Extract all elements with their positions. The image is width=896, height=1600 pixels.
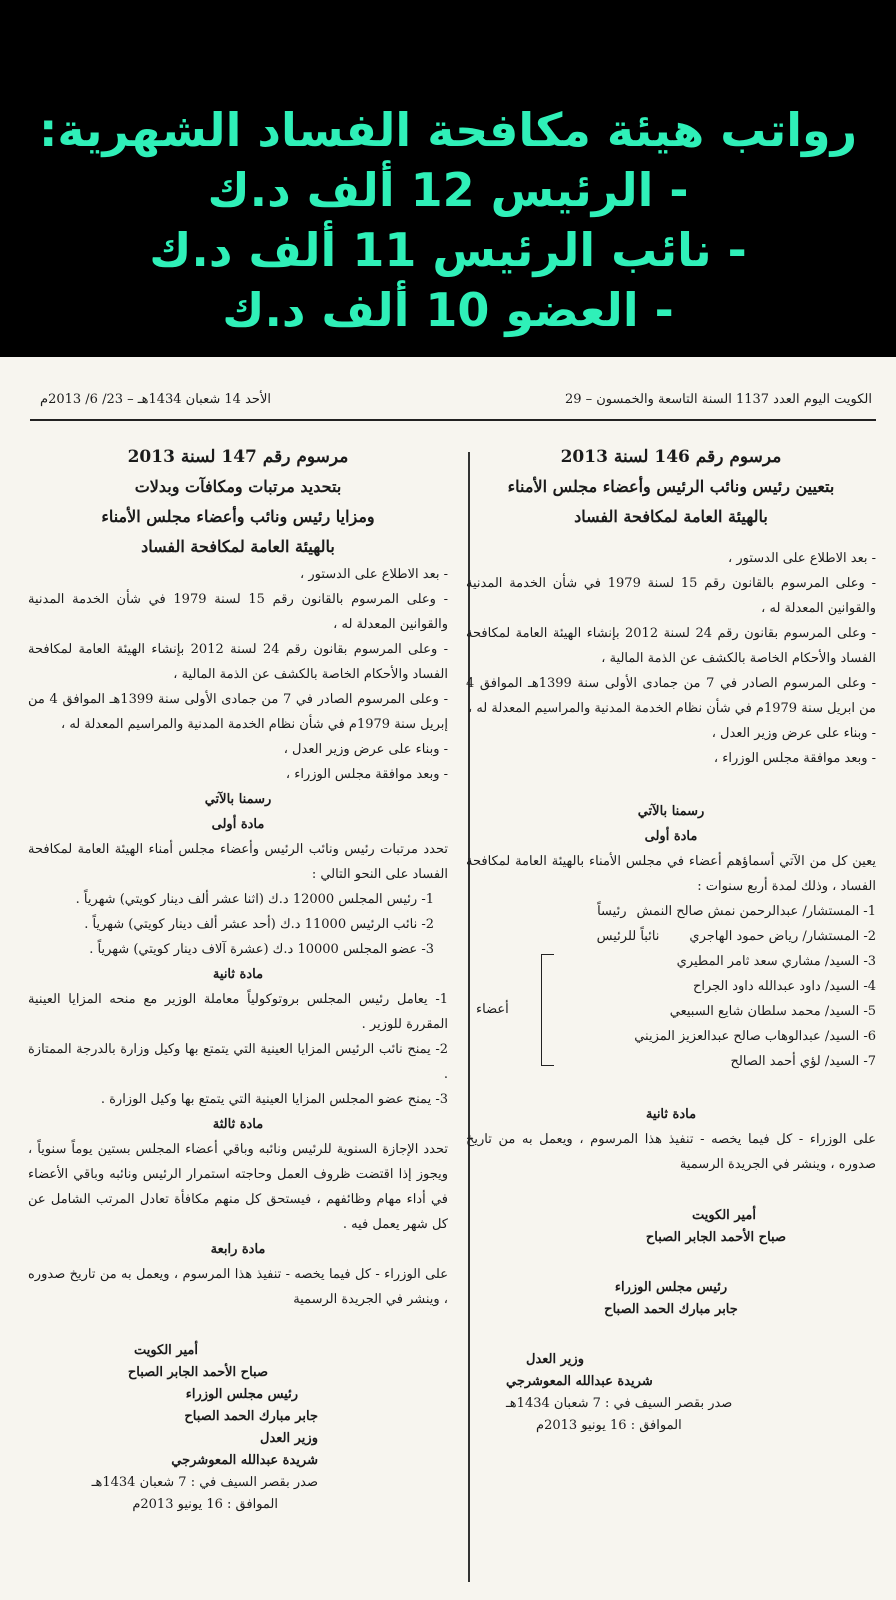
decree-146-subtitle: بتعيين رئيس ونائب الرئيس وأعضاء مجلس الأمناء [507, 477, 835, 496]
article-1-heading: مادة أولى [211, 817, 265, 832]
amir-name: صباح الأحمد الجابر الصباح [127, 1365, 268, 1380]
member-role: نائباً للرئيس [596, 929, 660, 944]
justice-minister-name: شريدة عبدالله المعوشرجي [171, 1453, 318, 1468]
preamble-line: - وعلى المرسوم بقانون رقم 24 لسنة 2012 بإنشاء الهيئة العامة لمكافحة الفساد والأحكام الخاصة بالكشف عن الذمة المالية ، [28, 642, 448, 682]
preamble-line: - بعد الاطلاع على الدستور ، [728, 551, 876, 566]
banner-title: رواتب هيئة مكافحة الفساد الشهرية: [38, 103, 858, 157]
pm-title: رئيس مجلس الوزراء [185, 1387, 298, 1402]
justice-minister-name: شريدة عبدالله المعوشرجي [506, 1374, 653, 1389]
decree-147-subtitle: بتحديد مرتبات ومكافآت وبدلات [134, 477, 342, 496]
article-4-heading: مادة رابعة [210, 1242, 266, 1257]
salary-vice-president: 2- نائب الرئيس 11000 د.ك (أحد عشر ألف دينار كويتي) شهرياً . [84, 917, 434, 932]
article-2-heading: مادة ثانية [212, 967, 264, 982]
members-label: أعضاء [476, 1002, 509, 1017]
salary-member: 3- عضو المجلس 10000 د.ك (عشرة آلاف دينار كويتي) شهرياً . [89, 942, 434, 957]
preamble-line: - بعد الاطلاع على الدستور ، [300, 567, 448, 582]
decree-147-rasamna: رسمنا بالآتي [204, 792, 272, 807]
article-4-text: على الوزراء - كل فيما يخصه - تنفيذ هذا المرسوم ، ويعمل به من تاريخ صدوره ، وينشر في الجريدة الرسمية [28, 1267, 448, 1307]
banner-member-salary: - العضو 10 ألف د.ك [222, 283, 674, 337]
justice-minister-title: وزير العدل [526, 1352, 584, 1367]
amir-name: صباح الأحمد الجابر الصباح [645, 1230, 786, 1245]
article-1-heading: مادة أولى [644, 829, 698, 844]
preamble-line: - وعلى المرسوم بالقانون رقم 15 لسنة 1979 في شأن الخدمة المدنية والقوانين المعدلة له ، [28, 592, 449, 632]
member-row [466, 899, 876, 924]
justice-minister-title: وزير العدل [260, 1431, 318, 1446]
decree-146-subtitle-2: بالهيئة العامة لمكافحة الفساد [574, 507, 768, 526]
article-3-heading: مادة ثالثة [212, 1117, 264, 1132]
article-2-text: على الوزراء - كل فيما يخصه - تنفيذ هذا المرسوم ، ويعمل به من تاريخ صدوره ، وينشر في الجريدة الرسمية [466, 1132, 876, 1172]
preamble-line: - وعلى المرسوم الصادر في 7 من جمادى الأولى سنة 1399هـ الموافق 4 من ابريل سنة 1979م في شأن نظام الخدمة المدنية والمراسيم المعدلة له ، [466, 676, 876, 716]
pm-name: جابر مبارك الحمد الصباح [604, 1302, 738, 1317]
member-name: 2- المستشار/ رياض حمود الهاجري [689, 929, 876, 944]
member-row [466, 924, 876, 949]
article-1-text: تحدد مرتبات رئيس ونائب الرئيس وأعضاء مجلس أمناء الهيئة العامة لمكافحة الفساد على النحو التالي : [28, 842, 448, 882]
issued-date: الموافق : 16 يونيو 2013م [536, 1418, 682, 1433]
issued-date: الموافق : 16 يونيو 2013م [132, 1497, 278, 1512]
preamble-line: - وعلى المرسوم بالقانون رقم 15 لسنة 1979 في شأن الخدمة المدنية والقوانين المعدلة له ، [466, 576, 877, 616]
banner-president-salary: - الرئيس 12 ألف د.ك [207, 163, 689, 217]
preamble-line: - وعلى المرسوم الصادر في 7 من جمادى الأولى سنة 1399هـ الموافق 4 من إبريل سنة 1979م في شأن نظام الخدمة المدنية والمراسيم المعدلة له ، [28, 692, 449, 732]
header-rule [30, 419, 876, 421]
decree-146 [466, 442, 876, 1437]
member-name: 1- المستشار/ عبدالرحمن نمش صالح النمش [636, 904, 876, 919]
banner-vice-president-salary: - نائب الرئيس 11 ألف د.ك [149, 223, 747, 277]
article-1-text: يعين كل من الآتي أسماؤهم أعضاء في مجلس الأمناء بالهيئة العامة لمكافحة الفساد ، وذلك لمدة أربع سنوات : [466, 854, 876, 894]
salary-president: 1- رئيس المجلس 12000 د.ك (اثنا عشر ألف دينار كويتي) شهرياً . [75, 892, 434, 907]
headline-banner [0, 0, 896, 357]
decree-146-title: مرسوم رقم 146 لسنة 2013 [560, 447, 782, 467]
member-row: 6- السيد/ عبدالوهاب صالح عبدالعزيز المزيني [634, 1029, 876, 1044]
preamble-line: - وبناء على عرض وزير العدل ، [711, 726, 876, 741]
amir-title: أمير الكويت [691, 1208, 756, 1223]
member-role: رئيساً [597, 904, 627, 919]
members-bracket [541, 954, 554, 1066]
article-2-item: 1- يعامل رئيس المجلس بروتوكولياً معاملة الوزير مع منحه المزايا العينية المقررة للوزير . [28, 992, 448, 1032]
article-2-item: 2- يمنح نائب الرئيس المزايا العينية التي يتمتع بها وكيل وزارة بالدرجة الممتازة . [28, 1042, 448, 1082]
amir-title: أمير الكويت [133, 1343, 198, 1358]
running-header-left: الأحد 14 شعبان 1434هـ – 23/ 6/ 2013م [40, 392, 271, 407]
preamble-line: - وبعد موافقة مجلس الوزراء ، [713, 751, 876, 766]
members-list [466, 899, 876, 1074]
decree-147-subtitle-3: بالهيئة العامة لمكافحة الفساد [141, 537, 335, 556]
running-header-right: الكويت اليوم العدد 1137 السنة التاسعة والخمسون – 29 [564, 392, 872, 407]
article-3-text: تحدد الإجازة السنوية للرئيس ونائبه وباقي أعضاء المجلس بستين يوماً سنوياً ، ويجوز إذا اقتضت ظروف العمل وحاجته استمرار الرئيس ونائبه وباقي الأعضاء في أداء مهام وظائفهم ، فيستحق كل منهم مكافأة تعادل المرتب الشامل عن كل شهر يعمل فيه . [28, 1142, 448, 1232]
issued-at: صدر بقصر السيف في : 7 شعبان 1434هـ [91, 1475, 318, 1490]
pm-title: رئيس مجلس الوزراء [614, 1280, 728, 1295]
decree-146-rasamna: رسمنا بالآتي [637, 804, 705, 819]
member-row: 5- السيد/ محمد سلطان شايع السبيعي [669, 1004, 876, 1019]
article-2-heading: مادة ثانية [645, 1107, 697, 1122]
pm-name: جابر مبارك الحمد الصباح [184, 1409, 318, 1424]
issued-at: صدر بقصر السيف في : 7 شعبان 1434هـ [506, 1396, 733, 1411]
preamble-line: - وبناء على عرض وزير العدل ، [283, 742, 448, 757]
preamble-line: - وعلى المرسوم بقانون رقم 24 لسنة 2012 بإنشاء الهيئة العامة لمكافحة الفساد والأحكام الخاصة بالكشف عن الذمة المالية ، [466, 626, 876, 666]
preamble-line: - وبعد موافقة مجلس الوزراء ، [285, 767, 448, 782]
article-2-item: 3- يمنح عضو المجلس المزايا العينية التي يتمتع بها وكيل الوزارة . [100, 1092, 448, 1107]
decree-147-title: مرسوم رقم 147 لسنة 2013 [127, 447, 349, 467]
member-row: 7- السيد/ لؤي أحمد الصالح [730, 1054, 876, 1069]
member-row: 4- السيد/ داود عبدالله داود الجراح [692, 979, 876, 994]
decree-147 [28, 442, 448, 1516]
decree-147-subtitle-2: ومزايا رئيس ونائب وأعضاء مجلس الأمناء [101, 507, 375, 526]
gazette-page [0, 357, 896, 1600]
member-row: 3- السيد/ مشاري سعد ثامر المطيري [676, 954, 876, 969]
